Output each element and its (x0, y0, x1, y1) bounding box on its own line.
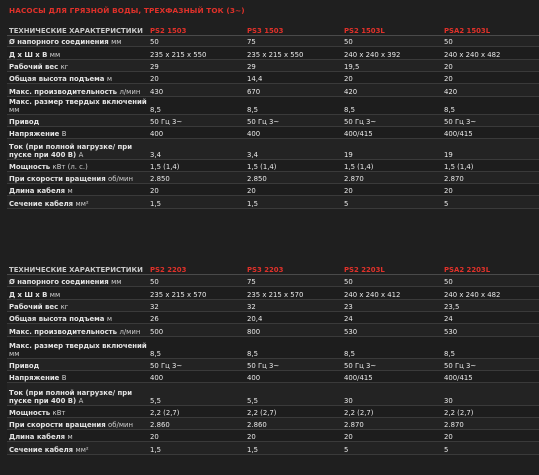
table-row (7, 96, 539, 114)
row-label-text: Общая высота подъема (9, 314, 105, 323)
cell-value: 530 (342, 323, 442, 336)
row-label-text: Рабочий вес (9, 302, 59, 311)
model-name: PS2 2203 (148, 256, 245, 274)
cell-value: 20 (442, 183, 539, 195)
cell-value: 400/415 (342, 126, 442, 138)
row-unit: кВт (52, 408, 66, 417)
row-label (7, 382, 148, 405)
cell-value: 23 (342, 299, 442, 311)
row-label-text: Общая высота подъема (9, 74, 105, 83)
table-row (7, 171, 539, 183)
row-label-text: Ток (при полной нагрузке/ при пуске при 400 В) (9, 388, 133, 405)
cell-value: 2.860 (148, 417, 245, 429)
row-unit: л/мин (119, 87, 141, 96)
table-row (7, 417, 539, 429)
row-label-text: Рабочий вес (9, 62, 59, 71)
cell-value: 1,5 (1,4) (245, 159, 342, 171)
cell-value: 3,4 (245, 138, 342, 159)
spec-table-2203 (7, 256, 539, 455)
cell-value: 420 (442, 83, 539, 96)
cell-value: 240 x 240 x 482 (442, 286, 539, 299)
cell-value: 235 x 215 x 570 (245, 286, 342, 299)
cell-value: 8,5 (148, 336, 245, 358)
row-label (7, 274, 148, 286)
row-label-text: Напряжение (9, 129, 60, 138)
cell-value: 5 (342, 195, 442, 208)
cell-value: 20 (442, 71, 539, 83)
row-unit: об/мин (108, 174, 134, 183)
cell-value: 8,5 (245, 336, 342, 358)
row-label-text: Макс. размер твердых включений (9, 97, 147, 106)
cell-value: 400/415 (342, 370, 442, 382)
cell-value: 240 x 240 x 482 (442, 46, 539, 59)
row-label (7, 159, 148, 171)
cell-value: 1,5 (1,4) (442, 159, 539, 171)
cell-value: 24 (342, 311, 442, 323)
cell-value: 500 (148, 323, 245, 336)
row-label-text: При скорости вращения (9, 174, 106, 183)
cell-value: 50 Гц 3~ (442, 358, 539, 370)
row-label-text: Д х Ш х В (9, 290, 48, 299)
cell-value: 8,5 (442, 336, 539, 358)
row-unit: м (67, 432, 73, 441)
cell-value: 8,5 (442, 96, 539, 114)
row-label-text: Ø напорного соединения (9, 277, 109, 286)
row-unit: кг (60, 62, 69, 71)
row-label (7, 336, 148, 358)
cell-value: 2,2 (2,7) (442, 405, 539, 417)
cell-value: 430 (148, 83, 245, 96)
table-row (7, 126, 539, 138)
row-label (7, 96, 148, 114)
cell-value: 240 x 240 x 412 (342, 286, 442, 299)
row-label (7, 138, 148, 159)
row-label-text: Привод (9, 361, 40, 370)
table-row (7, 336, 539, 358)
row-unit: мм (111, 37, 122, 46)
cell-value: 5 (442, 441, 539, 454)
row-label (7, 114, 148, 126)
cell-value: 2,2 (2,7) (148, 405, 245, 417)
cell-value: 8,5 (342, 336, 442, 358)
row-label (7, 358, 148, 370)
table-row (7, 71, 539, 83)
row-label-text: Ø напорного соединения (9, 37, 109, 46)
cell-value: 20 (245, 183, 342, 195)
table-row (7, 274, 539, 286)
cell-value: 240 x 240 x 392 (342, 46, 442, 59)
cell-value: 19,5 (342, 59, 442, 71)
cell-value: 2.850 (148, 171, 245, 183)
cell-value: 2,2 (2,7) (245, 405, 342, 417)
cell-value: 29 (148, 59, 245, 71)
cell-value: 3,4 (148, 138, 245, 159)
cell-value: 670 (245, 83, 342, 96)
row-label-text: Привод (9, 117, 40, 126)
cell-value: 24 (442, 311, 539, 323)
cell-value: 235 x 215 x 550 (245, 46, 342, 59)
cell-value: 26 (148, 311, 245, 323)
row-label-text: Длина кабеля (9, 432, 66, 441)
cell-value: 2.870 (442, 171, 539, 183)
table-row (7, 138, 539, 159)
row-label (7, 323, 148, 336)
row-label (7, 311, 148, 323)
cell-value: 14,4 (245, 71, 342, 83)
cell-value: 30 (442, 382, 539, 405)
spec-table-1503 (7, 17, 539, 209)
cell-value: 50 Гц 3~ (342, 114, 442, 126)
model-name: PSA2 2203L (442, 256, 539, 274)
row-unit: м (67, 186, 73, 195)
row-unit: В (61, 373, 67, 382)
row-label (7, 441, 148, 454)
row-label (7, 417, 148, 429)
row-label-text: Макс. производительность (9, 87, 118, 96)
cell-value: 5,5 (148, 382, 245, 405)
row-unit: л/мин (119, 327, 141, 336)
cell-value: 75 (245, 274, 342, 286)
cell-value: 400 (245, 370, 342, 382)
cell-value: 19 (442, 138, 539, 159)
cell-value: 20 (148, 429, 245, 441)
row-unit: В (61, 129, 67, 138)
cell-value: 1,5 (148, 441, 245, 454)
row-label (7, 171, 148, 183)
cell-value: 50 Гц 3~ (245, 358, 342, 370)
cell-value: 50 Гц 3~ (148, 358, 245, 370)
cell-value: 20,4 (245, 311, 342, 323)
table-row (7, 286, 539, 299)
row-label (7, 286, 148, 299)
cell-value: 50 (148, 274, 245, 286)
cell-value: 50 Гц 3~ (245, 114, 342, 126)
cell-value: 400 (148, 370, 245, 382)
row-label (7, 46, 148, 59)
row-unit: мм (9, 349, 20, 358)
cell-value: 800 (245, 323, 342, 336)
table-row (7, 83, 539, 96)
row-label-text: Мощность (9, 408, 51, 417)
table-row (7, 183, 539, 195)
row-unit: мм (49, 50, 61, 59)
cell-value: 2,2 (2,7) (342, 405, 442, 417)
cell-value: 420 (342, 83, 442, 96)
cell-value: 30 (342, 382, 442, 405)
row-unit: кг (60, 302, 69, 311)
cell-value: 20 (442, 59, 539, 71)
row-label-text: Мощность (9, 162, 51, 171)
cell-value: 20 (148, 71, 245, 83)
cell-value: 2.850 (245, 171, 342, 183)
table-row (7, 311, 539, 323)
model-name: PS2 1503L (342, 17, 442, 35)
row-unit: м (106, 314, 113, 323)
cell-value: 235 x 215 x 550 (148, 46, 245, 59)
row-unit: мм (49, 290, 61, 299)
cell-value: 20 (342, 71, 442, 83)
cell-value: 50 Гц 3~ (442, 114, 539, 126)
table-row (7, 382, 539, 405)
cell-value: 32 (148, 299, 245, 311)
row-label (7, 126, 148, 138)
table-row (7, 35, 539, 46)
row-unit: мм (9, 105, 20, 114)
cell-value: 20 (245, 429, 342, 441)
cell-value: 23,5 (442, 299, 539, 311)
table-row (7, 429, 539, 441)
row-label-text: Ток (при полной нагрузке/ при пуске при 400 В) (9, 142, 133, 159)
row-label (7, 183, 148, 195)
cell-value: 50 Гц 3~ (148, 114, 245, 126)
row-label-text: При скорости вращения (9, 420, 106, 429)
cell-value: 50 (442, 274, 539, 286)
header-label: ТЕХНИЧЕСКИЕ ХАРАКТЕРИСТИКИ (7, 256, 148, 274)
cell-value: 235 x 215 x 570 (148, 286, 245, 299)
table-header-row (7, 256, 539, 274)
table-row (7, 358, 539, 370)
cell-value: 2.870 (442, 417, 539, 429)
table-row (7, 405, 539, 417)
table-row (7, 114, 539, 126)
row-unit: мм (111, 277, 122, 286)
cell-value: 400/415 (442, 126, 539, 138)
row-unit: мм² (75, 199, 89, 208)
cell-value: 530 (442, 323, 539, 336)
table-row (7, 195, 539, 208)
cell-value: 2.870 (342, 171, 442, 183)
cell-value: 75 (245, 35, 342, 46)
row-label-text: Макс. размер твердых включений (9, 341, 147, 350)
cell-value: 8,5 (342, 96, 442, 114)
cell-value: 400 (148, 126, 245, 138)
row-unit: кВт (л. с.) (52, 162, 88, 171)
table-row (7, 46, 539, 59)
cell-value: 5 (342, 441, 442, 454)
cell-value: 50 (442, 35, 539, 46)
row-label (7, 59, 148, 71)
cell-value: 1,5 (1,4) (342, 159, 442, 171)
cell-value: 50 Гц 3~ (342, 358, 442, 370)
table-row (7, 323, 539, 336)
model-name: PS2 2203L (342, 256, 442, 274)
row-label-text: Макс. производительность (9, 327, 118, 336)
cell-value: 1,5 (148, 195, 245, 208)
cell-value: 50 (342, 274, 442, 286)
cell-value: 20 (342, 183, 442, 195)
cell-value: 400 (245, 126, 342, 138)
table-row (7, 370, 539, 382)
cell-value: 32 (245, 299, 342, 311)
model-name: PS3 2203 (245, 256, 342, 274)
section-heading: НАСОСЫ ДЛЯ ГРЯЗНОЙ ВОДЫ, ТРЕХФАЗНЫЙ ТОК (3~) (9, 6, 245, 15)
cell-value: 8,5 (245, 96, 342, 114)
row-label-text: Сечение кабеля (9, 199, 74, 208)
cell-value: 1,5 (1,4) (148, 159, 245, 171)
row-label (7, 299, 148, 311)
row-label-text: Длина кабеля (9, 186, 66, 195)
cell-value: 8,5 (148, 96, 245, 114)
row-label-text: Д х Ш х В (9, 50, 48, 59)
table-header-row (7, 17, 539, 35)
cell-value: 5,5 (245, 382, 342, 405)
table-row (7, 441, 539, 454)
cell-value: 29 (245, 59, 342, 71)
table-row (7, 299, 539, 311)
cell-value: 20 (342, 429, 442, 441)
row-label (7, 71, 148, 83)
cell-value: 20 (148, 183, 245, 195)
row-unit: об/мин (108, 420, 134, 429)
cell-value: 50 (148, 35, 245, 46)
model-name: PS3 1503 (245, 17, 342, 35)
cell-value: 2.870 (342, 417, 442, 429)
cell-value: 50 (342, 35, 442, 46)
cell-value: 400/415 (442, 370, 539, 382)
cell-value: 1,5 (245, 441, 342, 454)
row-label-text: Сечение кабеля (9, 445, 74, 454)
model-name: PS2 1503 (148, 17, 245, 35)
row-label (7, 429, 148, 441)
cell-value: 19 (342, 138, 442, 159)
cell-value: 20 (442, 429, 539, 441)
row-label (7, 370, 148, 382)
table-row (7, 59, 539, 71)
row-unit: А (78, 150, 84, 159)
row-label (7, 195, 148, 208)
cell-value: 2.860 (245, 417, 342, 429)
header-label: ТЕХНИЧЕСКИЕ ХАРАКТЕРИСТИКИ (7, 17, 148, 35)
row-label (7, 35, 148, 46)
table-row (7, 159, 539, 171)
row-unit: А (78, 396, 84, 405)
row-label (7, 405, 148, 417)
row-unit: мм² (75, 445, 89, 454)
cell-value: 1,5 (245, 195, 342, 208)
cell-value: 5 (442, 195, 539, 208)
row-unit: м (106, 74, 113, 83)
model-name: PSA2 1503L (442, 17, 539, 35)
row-label (7, 83, 148, 96)
row-label-text: Напряжение (9, 373, 60, 382)
